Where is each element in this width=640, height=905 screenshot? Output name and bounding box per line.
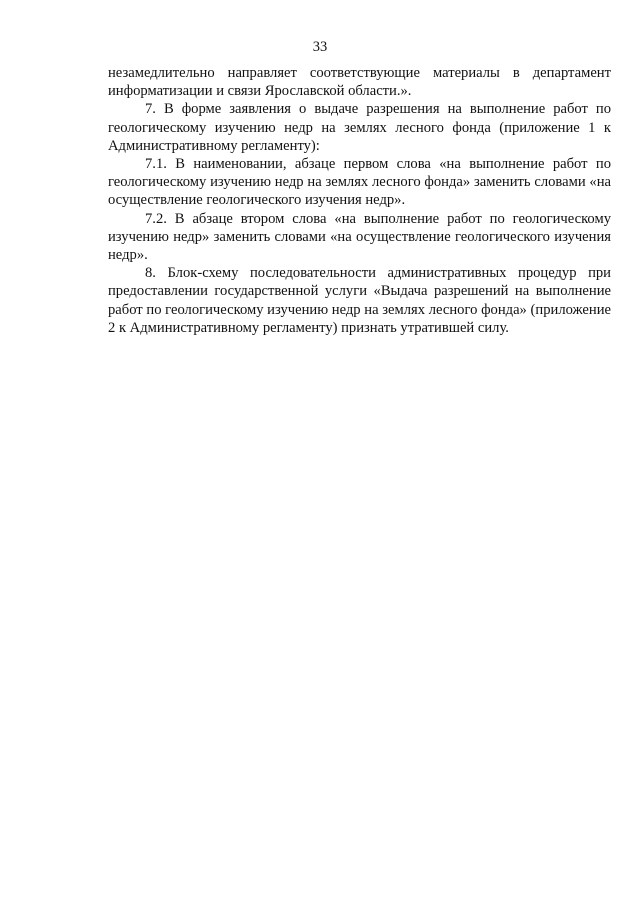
- paragraph-item-7-1: 7.1. В наименовании, абзаце первом слова «на выполнение работ по геологическому изучению недр на землях лесного фонда» заменить словами «на осуществление геологического изучения недр».: [108, 156, 611, 209]
- paragraph-continuation: незамедлительно направляет соответствующие материалы в департамент информатизации и связи Ярославской области.».: [108, 65, 611, 100]
- paragraph-item-8: 8. Блок-схему последовательности административных процедур при предоставлении государственной услуги «Выдача разрешений на выполнение работ по геологическому изучению недр на землях лесного фонда» (приложение 2 к Административному регламенту) признать утратившей силу.: [108, 265, 611, 336]
- page-number: 33: [312, 39, 328, 55]
- paragraph-item-7: 7. В форме заявления о выдаче разрешения на выполнение работ по геологическому изучению недр на землях лесного фонда (приложение 1 к Административному регламенту):: [108, 101, 611, 154]
- paragraph-item-7-2: 7.2. В абзаце втором слова «на выполнение работ по геологическому изучению недр» заменить словами «на осуществление геологического изучения недр».: [108, 210, 611, 264]
- document-body: [108, 64, 611, 337]
